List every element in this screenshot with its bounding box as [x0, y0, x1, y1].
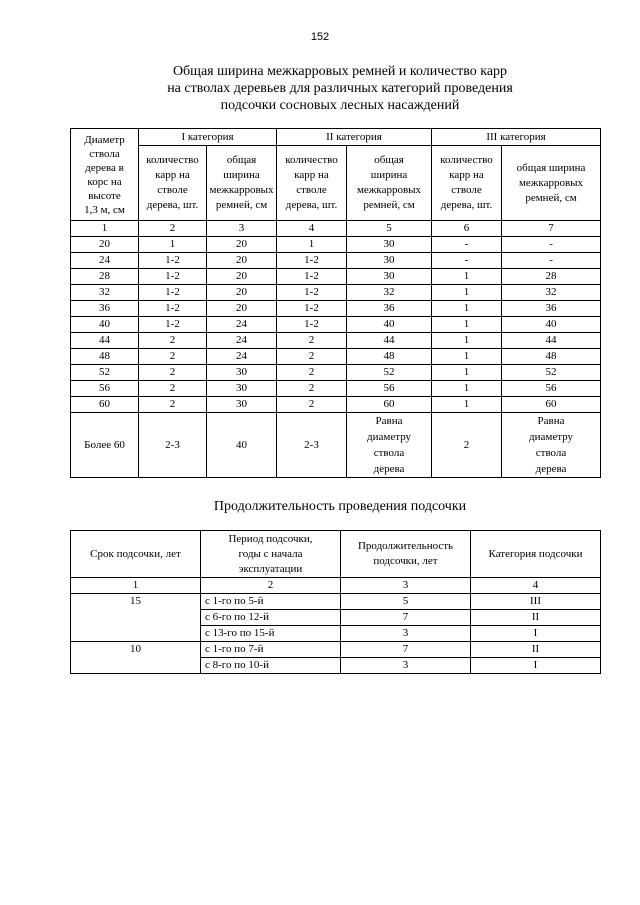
table-cell: - — [502, 253, 601, 269]
table1-title-line: подсочки сосновых лесных насаждений — [220, 98, 460, 113]
table-cell: 1 — [139, 237, 207, 253]
table-cell: 30 — [347, 237, 432, 253]
table-cell: 1 — [432, 269, 502, 285]
table2-title: Продолжительность проведения подсочки — [213, 499, 467, 514]
cell-line: диаметру — [529, 431, 574, 443]
table-cell: 2 — [277, 397, 347, 413]
table-cell: 1 — [432, 317, 502, 333]
table-cell: 1 — [432, 285, 502, 301]
header-line: межкарровых — [356, 184, 422, 196]
table-cell: 36 — [347, 301, 432, 317]
table-cell: 52 — [71, 365, 139, 381]
table-cell: 20 — [207, 269, 277, 285]
category-cell: II — [471, 610, 601, 626]
header-line: ремней, см — [525, 191, 577, 204]
cell-line: дерева — [535, 463, 567, 475]
table-cell: 30 — [347, 269, 432, 285]
table-cell: 1-2 — [139, 301, 207, 317]
duration-cell: 5 — [341, 594, 471, 610]
table-cell: 36 — [71, 301, 139, 317]
table1-body — [71, 237, 601, 413]
table-cell: 2 — [139, 397, 207, 413]
table-row — [71, 349, 601, 365]
table-row — [71, 237, 601, 253]
column-number: 3 — [207, 221, 277, 237]
subheader-width — [207, 146, 277, 221]
cell-line: дерева — [373, 463, 405, 475]
table-cell: - — [432, 253, 502, 269]
cell-line: ствола — [373, 447, 405, 459]
page-number: 152 — [310, 31, 330, 43]
period-cell: с 1-го по 7-й — [201, 642, 341, 658]
column-number: 4 — [471, 578, 601, 594]
table-row — [71, 333, 601, 349]
category-2-header: II категория — [277, 129, 432, 146]
table-row — [71, 317, 601, 333]
table-cell: 60 — [502, 397, 601, 413]
category-1-header: I категория — [139, 129, 277, 146]
subheader-width — [502, 146, 601, 221]
header-line: карр на — [449, 169, 484, 181]
tapping-duration-table — [70, 530, 601, 674]
duration-header — [341, 531, 471, 578]
table-row — [71, 413, 601, 478]
table-cell: 32 — [347, 285, 432, 301]
table-cell: 2 — [139, 381, 207, 397]
table-cell: 56 — [502, 381, 601, 397]
table1-subheader-row — [71, 146, 601, 221]
table-cell: 30 — [207, 381, 277, 397]
subheader-count — [277, 146, 347, 221]
table1-title-line: на стволах деревьев для различных категорий проведения — [167, 81, 513, 96]
column-number: 4 — [277, 221, 347, 237]
table-cell: 1-2 — [277, 317, 347, 333]
subheader-count — [432, 146, 502, 221]
table-cell: 44 — [71, 333, 139, 349]
header-line: количество — [440, 154, 493, 166]
table-cell: 1-2 — [139, 253, 207, 269]
table-cell: 1 — [432, 333, 502, 349]
table-cell: 20 — [207, 301, 277, 317]
header-line: количество — [146, 154, 199, 166]
category-cell: III — [471, 594, 601, 610]
table-cell: 40 — [207, 413, 277, 478]
header-line: стволе — [451, 184, 482, 196]
table-cell: 24 — [207, 317, 277, 333]
subheader-count — [139, 146, 207, 221]
table-cell: 2 — [139, 365, 207, 381]
duration-cell: 7 — [341, 610, 471, 626]
header-line: Продолжительность — [357, 540, 454, 552]
header-line: Диаметр — [84, 133, 125, 146]
column-number: 1 — [71, 578, 201, 594]
header-line: общая — [226, 154, 257, 166]
table-cell: 1-2 — [139, 269, 207, 285]
duration-cell: 3 — [341, 626, 471, 642]
header-line: ремней, см — [215, 199, 268, 211]
table-cell: 56 — [347, 381, 432, 397]
table-cell: 52 — [347, 365, 432, 381]
category-cell: I — [471, 658, 601, 674]
cell-line: Равна — [537, 415, 565, 427]
header-line: ствола — [89, 147, 120, 160]
column-number: 2 — [139, 221, 207, 237]
table-cell: 20 — [207, 237, 277, 253]
header-line: подсочки, лет — [373, 555, 438, 567]
table-row — [71, 301, 601, 317]
table-cell: 1 — [432, 381, 502, 397]
column-number: 1 — [71, 221, 139, 237]
diameter-header — [71, 129, 139, 221]
header-line: Категория подсочки — [488, 547, 583, 560]
header-line: дерева, шт. — [146, 199, 199, 211]
table-cell: - — [502, 237, 601, 253]
header-line: дерева, шт. — [440, 199, 493, 211]
header-line: эксплуатации — [238, 562, 303, 575]
column-number-row — [71, 578, 601, 594]
cell-line: ствола — [535, 447, 567, 459]
table-cell: 20 — [207, 253, 277, 269]
term-cell: 15 — [71, 594, 201, 642]
table-row — [71, 253, 601, 269]
table-cell: 48 — [502, 349, 601, 365]
table-cell — [502, 413, 601, 478]
table-cell: 2 — [139, 333, 207, 349]
header-line: 1,3 м, см — [84, 203, 125, 216]
table-cell: 44 — [347, 333, 432, 349]
header-line: Период подсочки, — [228, 532, 313, 545]
table-cell: 40 — [502, 317, 601, 333]
period-cell: с 8-го по 10-й — [201, 658, 341, 674]
table-cell: 1-2 — [277, 269, 347, 285]
table1-header-row — [71, 129, 601, 146]
table-cell: 1 — [277, 237, 347, 253]
column-number: 7 — [502, 221, 601, 237]
table-row — [71, 397, 601, 413]
subheader-width — [347, 146, 432, 221]
table-cell: 1 — [432, 301, 502, 317]
table-cell: 30 — [207, 365, 277, 381]
table-cell: 24 — [207, 333, 277, 349]
table-cell: Более 60 — [71, 413, 139, 478]
table-cell: 1-2 — [139, 317, 207, 333]
table2-body — [71, 594, 601, 674]
category-cell: I — [471, 626, 601, 642]
term-header — [71, 531, 201, 578]
header-line: высоте — [88, 189, 121, 202]
category-header — [471, 531, 601, 578]
header-line: ремней, см — [363, 199, 415, 211]
header-line: стволе — [157, 184, 188, 196]
table-cell: 30 — [347, 253, 432, 269]
table-cell: 2 — [432, 413, 502, 478]
table-cell: 40 — [71, 317, 139, 333]
category-3-header: III категория — [432, 129, 601, 146]
column-number: 3 — [341, 578, 471, 594]
table-row — [71, 381, 601, 397]
table-cell: 52 — [502, 365, 601, 381]
table-cell: 40 — [347, 317, 432, 333]
table-cell: 28 — [502, 269, 601, 285]
table-cell: 1-2 — [277, 301, 347, 317]
duration-cell: 7 — [341, 642, 471, 658]
header-line: ширина — [223, 169, 260, 181]
header-line: дерева, шт. — [285, 199, 338, 211]
table-cell: 24 — [71, 253, 139, 269]
table-cell: 2 — [277, 365, 347, 381]
table-cell: 48 — [71, 349, 139, 365]
table-cell: 32 — [71, 285, 139, 301]
table-cell: 56 — [71, 381, 139, 397]
header-line: общая ширина — [516, 161, 586, 174]
header-line: стволе — [296, 184, 327, 196]
header-line: карр на — [155, 169, 190, 181]
table-cell: 2 — [277, 381, 347, 397]
header-line: общая — [374, 154, 404, 166]
column-number: 6 — [432, 221, 502, 237]
table1-title — [60, 63, 620, 114]
table-cell: 28 — [71, 269, 139, 285]
table-cell: 1-2 — [277, 285, 347, 301]
table-cell: 20 — [71, 237, 139, 253]
header-line: межкарровых — [518, 176, 584, 189]
carr-width-table — [70, 128, 601, 478]
table-cell: 1 — [432, 397, 502, 413]
header-line: Срок подсочки, лет — [90, 547, 181, 560]
category-cell: II — [471, 642, 601, 658]
cell-line: Равна — [375, 415, 403, 427]
table-cell: 2-3 — [277, 413, 347, 478]
period-header — [201, 531, 341, 578]
table-cell: 30 — [207, 397, 277, 413]
table-row — [71, 365, 601, 381]
table-cell: 2 — [277, 333, 347, 349]
table-cell: 2-3 — [139, 413, 207, 478]
table-cell: 60 — [347, 397, 432, 413]
table1-title-line: Общая ширина межкарровых ремней и количество карр — [172, 64, 508, 79]
table2-header-row — [71, 531, 601, 578]
table-cell: 36 — [502, 301, 601, 317]
period-cell: с 6-го по 12-й — [201, 610, 341, 626]
table-cell: 32 — [502, 285, 601, 301]
table-row — [71, 594, 601, 610]
header-line: карр на — [294, 169, 329, 181]
column-number: 2 — [201, 578, 341, 594]
table-cell: 24 — [207, 349, 277, 365]
table-cell: 1-2 — [277, 253, 347, 269]
table-cell: 1-2 — [139, 285, 207, 301]
period-cell: с 1-го по 5-й — [201, 594, 341, 610]
column-number: 5 — [347, 221, 432, 237]
table-cell: 2 — [139, 349, 207, 365]
table-cell: 60 — [71, 397, 139, 413]
header-line: корс на — [87, 175, 122, 188]
table-cell: - — [432, 237, 502, 253]
table-cell: 2 — [277, 349, 347, 365]
table-cell: 20 — [207, 285, 277, 301]
table-row — [71, 642, 601, 658]
header-line: ширина — [370, 169, 408, 181]
table-cell: 44 — [502, 333, 601, 349]
table-cell — [347, 413, 432, 478]
header-line: количество — [285, 154, 338, 166]
table-cell: 1 — [432, 349, 502, 365]
table-row — [71, 269, 601, 285]
cell-line: диаметру — [367, 431, 412, 443]
table-row — [71, 285, 601, 301]
header-line: межкарровых — [209, 184, 274, 196]
table-cell: 1 — [432, 365, 502, 381]
header-line: годы с начала — [238, 547, 303, 560]
header-line: дерева в — [85, 161, 124, 174]
duration-cell: 3 — [341, 658, 471, 674]
table-cell: 48 — [347, 349, 432, 365]
term-cell: 10 — [71, 642, 201, 674]
period-cell: с 13-го по 15-й — [201, 626, 341, 642]
column-number-row — [71, 221, 601, 237]
